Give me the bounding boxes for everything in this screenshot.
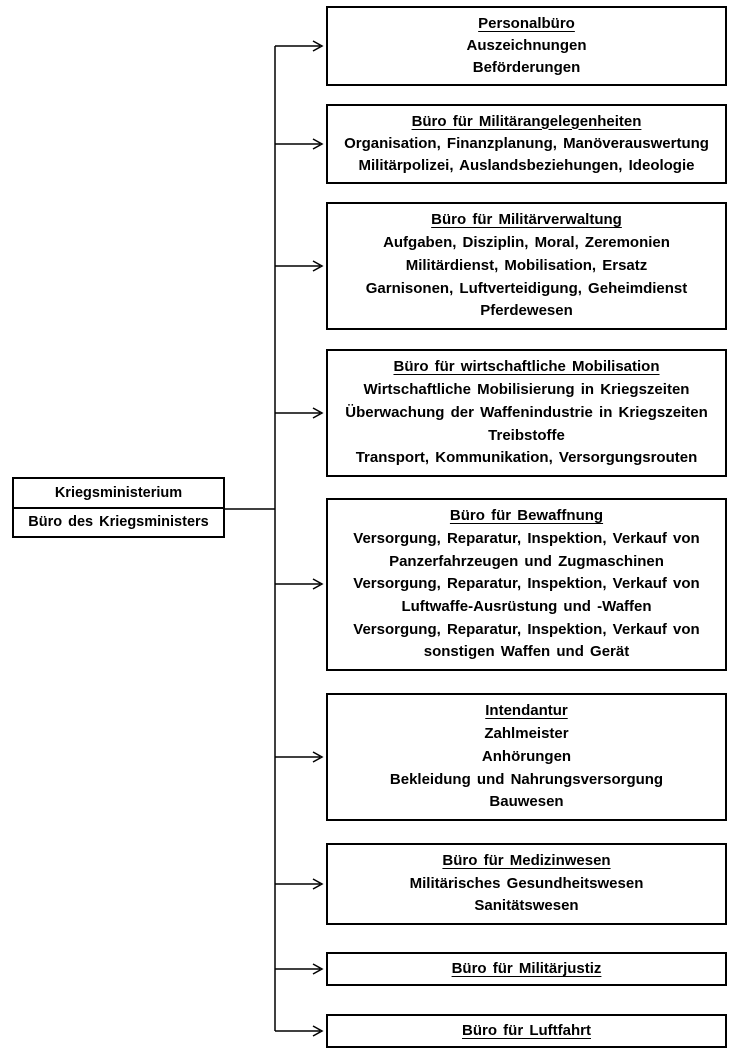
root-title: Kriegsministerium [54,484,183,501]
root-office: Büro des Kriegsministers [14,507,223,537]
dept-line: Panzerfahrzeugen und Zugmaschinen [389,552,664,570]
dept-box-intendantur [326,693,727,821]
dept-box-militaerverwaltung [326,202,727,330]
dept-line: Militärpolizei, Auslandsbeziehungen, Ideologie [358,156,695,174]
dept-line: Überwachung der Waffenindustrie in Kriegszeiten [345,403,708,421]
branch-arrow-8 [275,964,322,974]
dept-line: Versorgung, Reparatur, Inspektion, Verkauf von [353,575,700,593]
root-box-kriegsministerium [12,477,225,538]
dept-line: sonstigen Waffen und Gerät [423,643,630,661]
dept-line: Anhörungen [481,747,572,765]
dept-line: Militärisches Gesundheitswesen [409,874,644,892]
dept-title: Büro für Militärangelegenheiten [411,112,642,130]
dept-title: Büro für Bewaffnung [449,507,604,525]
dept-line: Bauwesen [489,793,564,811]
dept-title: Büro für Militärjustiz [451,959,602,977]
dept-box-militaerjustiz [326,952,727,986]
dept-box-personalbuero [326,6,727,86]
dept-line: Garnisonen, Luftverteidigung, Geheimdienst [365,279,688,297]
dept-line: Sanitätswesen [474,897,579,915]
dept-box-luftfahrt [326,1014,727,1048]
dept-title: Büro für wirtschaftliche Mobilisation [393,358,660,376]
dept-line: Organisation, Finanzplanung, Manöverauswertung [344,134,709,152]
branch-arrow-2 [275,139,322,149]
branch-arrow-4 [275,408,322,418]
dept-line: Militärdienst, Mobilisation, Ersatz [405,256,648,274]
branch-arrow-1 [275,41,322,51]
dept-box-wirtschaftliche-mobilisation [326,349,727,477]
dept-box-militaerangelegenheiten [326,104,727,184]
dept-title: Personalbüro [478,14,575,32]
dept-title: Intendantur [485,702,568,720]
dept-line: Beförderungen [472,58,581,76]
dept-line: Bekleidung und Nahrungsversorgung [389,770,664,788]
dept-line: Versorgung, Reparatur, Inspektion, Verkauf von [353,620,700,638]
branch-arrow-9 [275,1026,322,1036]
dept-line: Luftwaffe-Ausrüstung und -Waffen [401,597,652,615]
dept-line: Auszeichnungen [466,36,587,54]
dept-line: Aufgaben, Disziplin, Moral, Zeremonien [383,234,670,251]
dept-title: Büro für Luftfahrt [462,1021,591,1039]
dept-title: Büro für Medizinwesen [442,852,611,870]
branch-arrow-6 [275,752,322,762]
dept-box-medizinwesen [326,843,727,925]
dept-line: Treibstoffe [488,426,565,444]
dept-line: Pferdewesen [480,302,573,320]
dept-line: Versorgung, Reparatur, Inspektion, Verkauf von [353,529,700,547]
dept-box-bewaffnung [326,498,727,671]
branch-arrow-3 [275,261,322,271]
branch-arrow-7 [275,879,322,889]
branch-arrow-5 [275,579,322,589]
dept-line: Transport, Kommunikation, Versorgungsrouten [355,449,698,467]
dept-line: Zahlmeister [484,725,569,742]
dept-line: Wirtschaftliche Mobilisierung in Kriegszeiten [363,381,690,398]
dept-title: Büro für Militärverwaltung [431,211,622,229]
